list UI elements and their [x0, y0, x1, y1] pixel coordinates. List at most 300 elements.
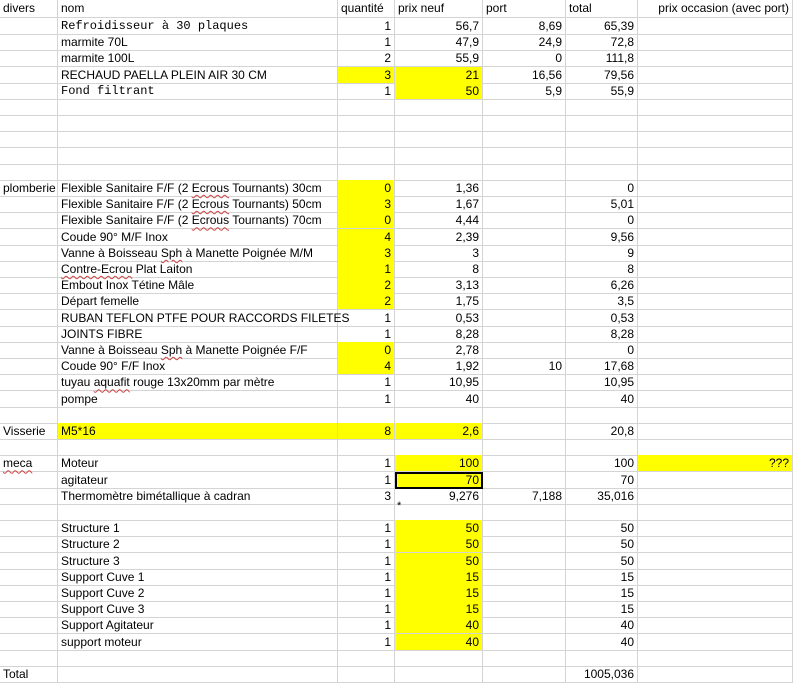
header-cell-e[interactable]: port	[483, 0, 566, 18]
cell-g[interactable]	[638, 407, 793, 424]
cell-e[interactable]	[483, 536, 566, 553]
cell-f[interactable]	[566, 407, 638, 424]
cell-f[interactable]: 0	[566, 212, 638, 229]
cell-b[interactable]: Vanne à Boisseau Sph à Manette Poignée F/F	[58, 342, 338, 359]
cell-f[interactable]: 5,01	[566, 196, 638, 213]
cell-d[interactable]	[395, 650, 483, 667]
cell-d[interactable]	[395, 131, 483, 148]
cell-g[interactable]	[638, 634, 793, 651]
cell-e[interactable]	[483, 180, 566, 197]
cell-e[interactable]	[483, 277, 566, 294]
cell-d[interactable]	[395, 439, 483, 456]
cell-f[interactable]: 6,26	[566, 277, 638, 294]
cell-d[interactable]: 0,53	[395, 310, 483, 327]
cell-a[interactable]	[0, 67, 58, 84]
cell-e[interactable]	[483, 455, 566, 472]
cell-c[interactable]: 1	[338, 455, 395, 472]
cell-f[interactable]: 8	[566, 261, 638, 278]
cell-e[interactable]	[483, 553, 566, 570]
cell-g[interactable]	[638, 504, 793, 521]
cell-g[interactable]	[638, 99, 793, 116]
cell-f[interactable]: 70	[566, 472, 638, 489]
cell-c[interactable]: 8	[338, 423, 395, 440]
cell-d[interactable]	[395, 99, 483, 116]
header-cell-g[interactable]: prix occasion (avec port)	[638, 0, 793, 18]
cell-e[interactable]	[483, 261, 566, 278]
cell-c[interactable]	[338, 650, 395, 667]
spellcheck-word: Ecrous	[191, 213, 230, 228]
cell-b[interactable]: Départ femelle	[58, 293, 338, 310]
cell-f[interactable]: 15	[566, 585, 638, 602]
cell-e[interactable]	[483, 245, 566, 262]
cell-g[interactable]	[638, 342, 793, 359]
cell-g[interactable]	[638, 601, 793, 618]
cell-a[interactable]	[0, 83, 58, 100]
cell-c[interactable]: 1	[338, 601, 395, 618]
cell-c[interactable]: 2	[338, 277, 395, 294]
cell-g[interactable]	[638, 439, 793, 456]
cell-c[interactable]	[338, 131, 395, 148]
cell-a[interactable]	[0, 99, 58, 116]
cell-c[interactable]: 1	[338, 326, 395, 343]
cell-f[interactable]: 50	[566, 536, 638, 553]
cell-b[interactable]: Contre-Ecrou Plat Laiton	[58, 261, 338, 278]
cell-g[interactable]	[638, 617, 793, 634]
cell-g[interactable]	[638, 196, 793, 213]
cell-e[interactable]	[483, 423, 566, 440]
cell-g[interactable]	[638, 472, 793, 489]
cell-g[interactable]	[638, 553, 793, 570]
cell-b[interactable]	[58, 148, 338, 165]
cell-b[interactable]: Support Cuve 1	[58, 569, 338, 586]
cell-d[interactable]: 50	[395, 553, 483, 570]
cell-c[interactable]: 3	[338, 245, 395, 262]
cell-e[interactable]: 10	[483, 358, 566, 375]
cell-b[interactable]: Support Agitateur	[58, 617, 338, 634]
cell-b[interactable]: JOINTS FIBRE	[58, 326, 338, 343]
cell-g[interactable]	[638, 374, 793, 391]
cell-d[interactable]: 2,6	[395, 423, 483, 440]
cell-g[interactable]	[638, 245, 793, 262]
cell-c[interactable]: 1	[338, 34, 395, 51]
cell-d[interactable]	[395, 115, 483, 132]
cell-e[interactable]	[483, 131, 566, 148]
cell-f[interactable]: 15	[566, 569, 638, 586]
cell-a[interactable]	[0, 472, 58, 489]
cell-a[interactable]	[0, 148, 58, 165]
cell-f[interactable]	[566, 148, 638, 165]
cell-d[interactable]	[395, 504, 483, 521]
cell-b[interactable]: RECHAUD PAELLA PLEIN AIR 30 CM	[58, 67, 338, 84]
cell-c[interactable]: 4	[338, 229, 395, 246]
spellcheck-word: Sph	[160, 245, 183, 260]
cell-e[interactable]	[483, 229, 566, 246]
cell-g[interactable]	[638, 391, 793, 408]
cell-d[interactable]: 55,9	[395, 50, 483, 67]
cell-d[interactable]	[395, 666, 483, 683]
cell-a[interactable]	[0, 342, 58, 359]
cell-e[interactable]	[483, 666, 566, 683]
cell-b[interactable]: Structure 3	[58, 553, 338, 570]
cell-g[interactable]	[638, 261, 793, 278]
cell-e[interactable]	[483, 196, 566, 213]
cell-a[interactable]	[0, 277, 58, 294]
cell-d[interactable]: 9,276	[395, 488, 483, 505]
cell-e[interactable]	[483, 439, 566, 456]
cell-b[interactable]: pompe	[58, 391, 338, 408]
cell-e[interactable]	[483, 617, 566, 634]
cell-c[interactable]	[338, 666, 395, 683]
cell-e[interactable]: 8,69	[483, 18, 566, 35]
cell-c[interactable]: 1	[338, 18, 395, 35]
cell-f[interactable]: 40	[566, 634, 638, 651]
cell-a[interactable]: Visserie	[0, 423, 58, 440]
cell-c[interactable]: 1	[338, 374, 395, 391]
cell-b[interactable]: Coude 90° M/F Inox	[58, 229, 338, 246]
cell-a[interactable]	[0, 131, 58, 148]
cell-e[interactable]	[483, 569, 566, 586]
cell-c[interactable]	[338, 407, 395, 424]
cell-b[interactable]: Thermomètre bimétallique à cadran	[58, 488, 338, 505]
cell-e[interactable]	[483, 504, 566, 521]
cell-f[interactable]: 50	[566, 553, 638, 570]
cell-b[interactable]	[58, 439, 338, 456]
cell-g[interactable]	[638, 50, 793, 67]
cell-d[interactable]: 40	[395, 617, 483, 634]
spellcheck-word: Sph	[160, 343, 183, 357]
cell-a[interactable]	[0, 553, 58, 570]
cell-c[interactable]: 0	[338, 212, 395, 229]
cell-a[interactable]	[0, 212, 58, 229]
cell-c[interactable]: 3	[338, 488, 395, 505]
cell-a[interactable]	[0, 196, 58, 213]
cell-a[interactable]	[0, 488, 58, 505]
cell-e[interactable]	[483, 115, 566, 132]
cell-c[interactable]: 1	[338, 472, 395, 489]
cell-e[interactable]	[483, 164, 566, 181]
cell-a[interactable]	[0, 569, 58, 586]
cell-f[interactable]: 0,53	[566, 310, 638, 327]
cell-f[interactable]: 0	[566, 342, 638, 359]
cell-b[interactable]	[58, 650, 338, 667]
cell-b[interactable]	[58, 666, 338, 683]
cell-d[interactable]: 3	[395, 245, 483, 262]
cell-d[interactable]: 50	[395, 83, 483, 100]
cell-a[interactable]	[0, 391, 58, 408]
cell-d[interactable]	[395, 164, 483, 181]
cell-b[interactable]: Support Cuve 3	[58, 601, 338, 618]
cell-b[interactable]: RUBAN TEFLON PTFE POUR RACCORDS FILETES	[58, 310, 338, 327]
cell-e[interactable]	[483, 212, 566, 229]
cell-f[interactable]: 40	[566, 391, 638, 408]
cell-f[interactable]: 17,68	[566, 358, 638, 375]
cell-b[interactable]: Fond filtrant	[58, 83, 338, 100]
cell-d[interactable]: 21	[395, 67, 483, 84]
cell-d[interactable]: 1,75	[395, 293, 483, 310]
cell-e[interactable]: 7,188	[483, 488, 566, 505]
cell-f[interactable]: 55,9	[566, 83, 638, 100]
cell-e[interactable]: 16,56	[483, 67, 566, 84]
cell-a[interactable]	[0, 229, 58, 246]
cell-b[interactable]	[58, 131, 338, 148]
cell-g[interactable]	[638, 229, 793, 246]
cell-b[interactable]	[58, 99, 338, 116]
cell-d[interactable]: 4,44	[395, 212, 483, 229]
cell-e[interactable]	[483, 585, 566, 602]
cell-a[interactable]	[0, 261, 58, 278]
cell-f[interactable]	[566, 164, 638, 181]
cell-g[interactable]	[638, 310, 793, 327]
cell-a[interactable]	[0, 326, 58, 343]
cell-a[interactable]	[0, 115, 58, 132]
cell-c[interactable]: 2	[338, 50, 395, 67]
cell-d[interactable]: 40	[395, 391, 483, 408]
cell-c[interactable]: 1	[338, 261, 395, 278]
cell-a[interactable]	[0, 245, 58, 262]
cell-a[interactable]	[0, 601, 58, 618]
cell-c[interactable]: 1	[338, 585, 395, 602]
header-cell-a[interactable]: divers	[0, 0, 58, 18]
cell-g[interactable]	[638, 536, 793, 553]
cell-a[interactable]: plomberie	[0, 180, 58, 197]
cell-a[interactable]	[0, 18, 58, 35]
cell-g[interactable]	[638, 585, 793, 602]
cell-e[interactable]	[483, 148, 566, 165]
cell-a[interactable]	[0, 50, 58, 67]
cell-d[interactable]: 2,39	[395, 229, 483, 246]
cell-g[interactable]	[638, 277, 793, 294]
cell-d[interactable]: 56,7	[395, 18, 483, 35]
cell-d[interactable]: 15	[395, 601, 483, 618]
cell-f[interactable]: 79,56	[566, 67, 638, 84]
spellcheck-word: aquafit	[93, 375, 130, 390]
cell-a[interactable]	[0, 164, 58, 181]
cell-c[interactable]: 1	[338, 520, 395, 537]
cell-d[interactable]: 50	[395, 536, 483, 553]
cell-f[interactable]: 40	[566, 617, 638, 634]
cell-c[interactable]	[338, 504, 395, 521]
cell-c[interactable]: 1	[338, 83, 395, 100]
spellcheck-word: Contre-Ecrou	[61, 262, 133, 276]
cell-b[interactable]: support moteur	[58, 634, 338, 651]
cell-c[interactable]	[338, 115, 395, 132]
cell-b[interactable]: Flexible Sanitaire F/F (2 Ecrous Tournants) 50cm	[58, 196, 338, 213]
cell-d[interactable]: 15	[395, 585, 483, 602]
cell-f[interactable]: 9	[566, 245, 638, 262]
cell-f[interactable]: 9,56	[566, 229, 638, 246]
cell-g[interactable]	[638, 569, 793, 586]
cell-a[interactable]	[0, 585, 58, 602]
cell-c[interactable]: 2	[338, 293, 395, 310]
cell-d[interactable]: 15	[395, 569, 483, 586]
cell-g[interactable]	[638, 358, 793, 375]
cell-g[interactable]	[638, 83, 793, 100]
cell-a[interactable]	[0, 374, 58, 391]
cell-a[interactable]	[0, 310, 58, 327]
cell-e[interactable]	[483, 293, 566, 310]
cell-a[interactable]	[0, 650, 58, 667]
cell-b[interactable]: marmite 100L	[58, 50, 338, 67]
cell-d[interactable]: 2,78	[395, 342, 483, 359]
cell-g[interactable]	[638, 520, 793, 537]
header-cell-d[interactable]: prix neuf	[395, 0, 483, 18]
cell-f[interactable]: 111,8	[566, 50, 638, 67]
cell-b[interactable]: Refroidisseur à 30 plaques	[58, 18, 338, 35]
cell-b[interactable]: Structure 1	[58, 520, 338, 537]
cell-b[interactable]	[58, 115, 338, 132]
header-cell-b[interactable]: nom	[58, 0, 338, 18]
cell-e[interactable]	[483, 601, 566, 618]
cell-c[interactable]: 1	[338, 569, 395, 586]
cell-b[interactable]: Flexible Sanitaire F/F (2 Ecrous Tournants) 30cm	[58, 180, 338, 197]
cell-e[interactable]: 0	[483, 50, 566, 67]
cell-f[interactable]: 35,016	[566, 488, 638, 505]
spellcheck-word: Ecrous	[191, 197, 230, 212]
cell-a[interactable]	[0, 293, 58, 310]
cell-g[interactable]	[638, 180, 793, 197]
cell-d[interactable]: 50	[395, 520, 483, 537]
cell-b[interactable]: M5*16	[58, 423, 338, 440]
cell-d[interactable]: 70	[395, 472, 483, 489]
cell-e[interactable]	[483, 374, 566, 391]
cell-f[interactable]: 72,8	[566, 34, 638, 51]
cell-g[interactable]	[638, 115, 793, 132]
cell-d[interactable]: 1,36	[395, 180, 483, 197]
cell-b[interactable]	[58, 504, 338, 521]
cell-g[interactable]	[638, 164, 793, 181]
cell-c[interactable]: 3	[338, 67, 395, 84]
cell-d[interactable]	[395, 148, 483, 165]
cell-f[interactable]: 10,95	[566, 374, 638, 391]
cell-d[interactable]: 8	[395, 261, 483, 278]
cell-c[interactable]: 3	[338, 196, 395, 213]
cell-g[interactable]	[638, 148, 793, 165]
cell-c[interactable]: 0	[338, 342, 395, 359]
cell-e[interactable]	[483, 342, 566, 359]
cell-e[interactable]	[483, 391, 566, 408]
cell-f[interactable]: 65,39	[566, 18, 638, 35]
cell-c[interactable]: 1	[338, 617, 395, 634]
cell-g[interactable]	[638, 650, 793, 667]
cell-d[interactable]: 40	[395, 634, 483, 651]
cell-d[interactable]: 3,13	[395, 277, 483, 294]
cell-b[interactable]: agitateur	[58, 472, 338, 489]
cell-f[interactable]: 20,8	[566, 423, 638, 440]
cell-d[interactable]: 1,92	[395, 358, 483, 375]
cell-g[interactable]	[638, 293, 793, 310]
cell-d[interactable]: 10,95	[395, 374, 483, 391]
header-cell-f[interactable]: total	[566, 0, 638, 18]
cell-a[interactable]	[0, 536, 58, 553]
cell-g[interactable]: ???	[638, 455, 793, 472]
cell-b[interactable]: Support Cuve 2	[58, 585, 338, 602]
cell-c[interactable]: 1	[338, 634, 395, 651]
cell-e[interactable]	[483, 326, 566, 343]
cell-a[interactable]	[0, 358, 58, 375]
cell-b[interactable]: tuyau aquafit rouge 13x20mm par mètre	[58, 374, 338, 391]
cell-f[interactable]	[566, 650, 638, 667]
cell-f[interactable]	[566, 131, 638, 148]
cell-b[interactable]: Embout Inox Tétine Mâle	[58, 277, 338, 294]
cell-c[interactable]: 1	[338, 391, 395, 408]
cell-c[interactable]	[338, 439, 395, 456]
cell-f[interactable]: 0	[566, 180, 638, 197]
cell-f[interactable]: 50	[566, 520, 638, 537]
cell-g[interactable]	[638, 67, 793, 84]
cell-d[interactable]: 47,9	[395, 34, 483, 51]
cell-b[interactable]: Structure 2	[58, 536, 338, 553]
cell-b[interactable]: Moteur	[58, 455, 338, 472]
cell-d[interactable]: 8,28	[395, 326, 483, 343]
cell-c[interactable]	[338, 148, 395, 165]
cell-a[interactable]	[0, 634, 58, 651]
cell-d[interactable]	[395, 407, 483, 424]
cell-b[interactable]: Coude 90° F/F Inox	[58, 358, 338, 375]
cell-e[interactable]	[483, 472, 566, 489]
cell-g[interactable]	[638, 131, 793, 148]
cell-a[interactable]	[0, 34, 58, 51]
cell-a[interactable]	[0, 439, 58, 456]
cell-a[interactable]: Total	[0, 666, 58, 683]
cell-c[interactable]	[338, 164, 395, 181]
cell-a[interactable]	[0, 617, 58, 634]
cell-b[interactable]	[58, 164, 338, 181]
cell-b[interactable]	[58, 407, 338, 424]
cell-g[interactable]	[638, 326, 793, 343]
cell-a[interactable]: meca	[0, 455, 58, 472]
cell-g[interactable]	[638, 423, 793, 440]
cell-a[interactable]	[0, 520, 58, 537]
cell-f[interactable]: 15	[566, 601, 638, 618]
cell-e[interactable]	[483, 520, 566, 537]
cell-c[interactable]: 1	[338, 553, 395, 570]
cell-f[interactable]: 8,28	[566, 326, 638, 343]
cell-e[interactable]	[483, 407, 566, 424]
cell-a[interactable]	[0, 407, 58, 424]
cell-c[interactable]: 1	[338, 310, 395, 327]
cell-f[interactable]	[566, 99, 638, 116]
cell-c[interactable]: 4	[338, 358, 395, 375]
cell-g[interactable]	[638, 34, 793, 51]
cell-c[interactable]: 0	[338, 180, 395, 197]
cell-f[interactable]: 100	[566, 455, 638, 472]
cell-f[interactable]	[566, 504, 638, 521]
cell-g[interactable]	[638, 18, 793, 35]
cell-b[interactable]: marmite 70L	[58, 34, 338, 51]
cell-f[interactable]: 1005,036	[566, 666, 638, 683]
cell-g[interactable]	[638, 666, 793, 683]
cell-e[interactable]	[483, 650, 566, 667]
cell-e[interactable]	[483, 634, 566, 651]
cell-a[interactable]	[0, 504, 58, 521]
cell-d[interactable]: 1,67	[395, 196, 483, 213]
cell-b[interactable]: Flexible Sanitaire F/F (2 Ecrous Tournants) 70cm	[58, 212, 338, 229]
header-cell-c[interactable]: quantité	[338, 0, 395, 18]
cell-e[interactable]: 24,9	[483, 34, 566, 51]
cell-e[interactable]	[483, 310, 566, 327]
cell-b[interactable]: Vanne à Boisseau Sph à Manette Poignée M/M	[58, 245, 338, 262]
cell-d[interactable]: 100	[395, 455, 483, 472]
cell-f[interactable]	[566, 439, 638, 456]
cell-f[interactable]: 3,5	[566, 293, 638, 310]
cell-g[interactable]	[638, 212, 793, 229]
cell-e[interactable]: 5,9	[483, 83, 566, 100]
cell-g[interactable]	[638, 488, 793, 505]
cell-c[interactable]	[338, 99, 395, 116]
cell-c[interactable]: 1	[338, 536, 395, 553]
cell-e[interactable]	[483, 99, 566, 116]
cell-f[interactable]	[566, 115, 638, 132]
